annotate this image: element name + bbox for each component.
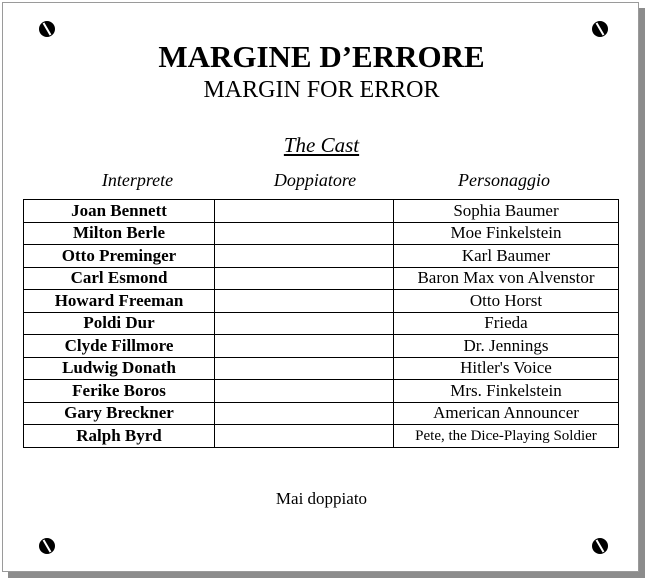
cast-table (23, 199, 619, 448)
table-row (24, 200, 619, 223)
actor-cell: Carl Esmond (24, 267, 215, 290)
role-cell: American Announcer (394, 402, 619, 425)
role-cell: Karl Baumer (394, 245, 619, 268)
cast-plate (2, 2, 639, 572)
role-cell: Hitler's Voice (394, 357, 619, 380)
dubber-cell (215, 380, 394, 403)
dubber-cell (215, 200, 394, 223)
column-header-actor: Interprete (101, 170, 174, 190)
table-row (24, 290, 619, 313)
actor-cell: Poldi Dur (24, 312, 215, 335)
role-cell: Otto Horst (394, 290, 619, 313)
dubber-cell (215, 357, 394, 380)
screw-icon (39, 538, 55, 554)
actor-cell: Milton Berle (24, 222, 215, 245)
screw-icon (39, 21, 55, 37)
dubber-cell (215, 290, 394, 313)
screw-icon (592, 21, 608, 37)
table-row (24, 425, 619, 448)
table-row (24, 335, 619, 358)
role-cell: Dr. Jennings (394, 335, 619, 358)
actor-cell: Gary Breckner (24, 402, 215, 425)
column-header-dubber: Doppiatore (273, 170, 357, 190)
role-cell: Baron Max von Alvenstor (394, 267, 619, 290)
actor-cell: Otto Preminger (24, 245, 215, 268)
role-cell: Pete, the Dice-Playing Soldier (394, 425, 619, 448)
screw-icon (592, 538, 608, 554)
column-header-role: Personaggio (458, 170, 550, 190)
actor-cell: Ralph Byrd (24, 425, 215, 448)
table-row (24, 222, 619, 245)
actor-cell: Howard Freeman (24, 290, 215, 313)
dubber-cell (215, 425, 394, 448)
actor-cell: Ludwig Donath (24, 357, 215, 380)
actor-cell: Ferike Boros (24, 380, 215, 403)
table-row (24, 245, 619, 268)
table-row (24, 380, 619, 403)
role-cell: Moe Finkelstein (394, 222, 619, 245)
dubber-cell (215, 245, 394, 268)
page-title: MARGINE D’ERRORE (158, 39, 485, 74)
page-subtitle: MARGIN FOR ERROR (203, 77, 440, 103)
table-row (24, 357, 619, 380)
dubber-cell (215, 402, 394, 425)
dubbing-note: Mai doppiato (275, 489, 368, 508)
table-row (24, 402, 619, 425)
table-row (24, 267, 619, 290)
cast-heading: The Cast (283, 133, 360, 157)
dubber-cell (215, 312, 394, 335)
role-cell: Mrs. Finkelstein (394, 380, 619, 403)
dubber-cell (215, 335, 394, 358)
role-cell: Frieda (394, 312, 619, 335)
actor-cell: Joan Bennett (24, 200, 215, 223)
actor-cell: Clyde Fillmore (24, 335, 215, 358)
role-cell: Sophia Baumer (394, 200, 619, 223)
dubber-cell (215, 267, 394, 290)
table-row (24, 312, 619, 335)
dubber-cell (215, 222, 394, 245)
